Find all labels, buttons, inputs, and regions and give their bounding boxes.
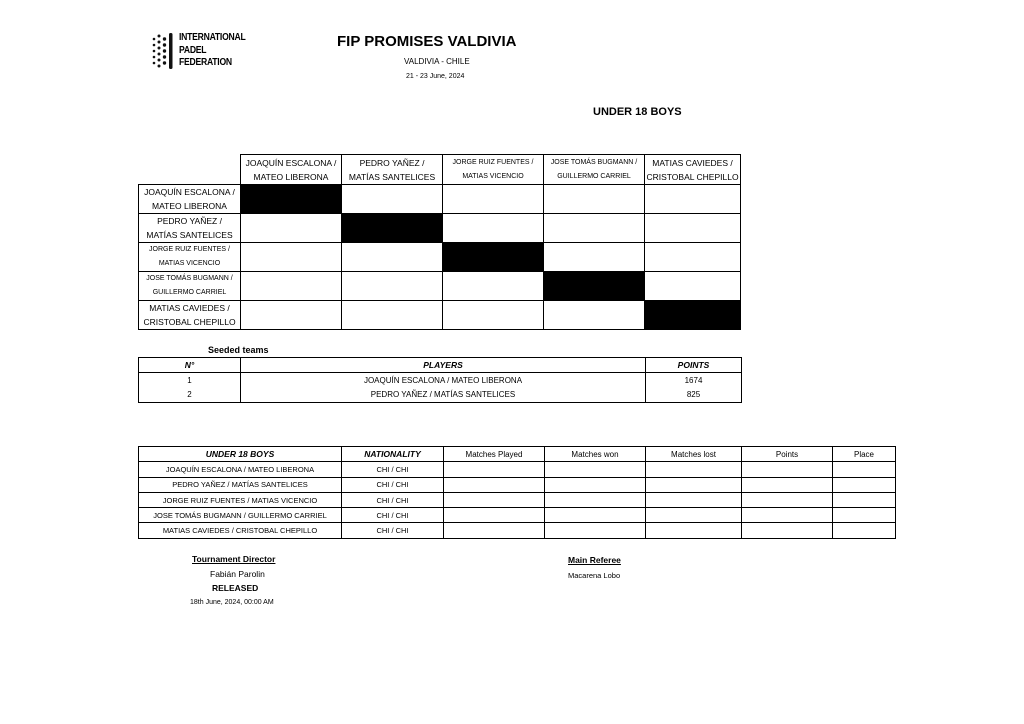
- nationality-header: NATIONALITY: [342, 447, 444, 462]
- team-name: JORGE RUIZ FUENTES / MATIAS VICENCIO: [139, 492, 342, 507]
- matches-won-header: Matches won: [545, 447, 646, 462]
- seed-points: 825: [646, 388, 742, 403]
- nationality: CHI / CHI: [342, 523, 444, 538]
- place-cell: [833, 508, 896, 523]
- matches-lost-header: Matches lost: [646, 447, 742, 462]
- logo-text: [179, 31, 245, 69]
- seeded-teams-label: Seeded teams: [208, 345, 269, 355]
- table-row: [139, 492, 896, 507]
- seed-number: 2: [139, 388, 241, 403]
- team-name: MATIAS CAVIEDES / CRISTOBAL CHEPILLO: [139, 523, 342, 538]
- matrix-corner: [139, 155, 241, 185]
- place-cell: [833, 477, 896, 492]
- table-row: [139, 508, 896, 523]
- matrix-cell-blocked: [544, 272, 645, 301]
- matrix-column-header: JOAQUÍN ESCALONA / MATEO LIBERONA: [241, 155, 342, 185]
- matrix-cell: [241, 301, 342, 330]
- matches-won-cell: [545, 523, 646, 538]
- matches-played-cell: [444, 523, 545, 538]
- points-cell: [742, 477, 833, 492]
- team-name: JOSE TOMÁS BUGMANN / GUILLERMO CARRIEL: [139, 508, 342, 523]
- logo-line: INTERNATIONAL: [179, 31, 246, 43]
- place-cell: [833, 462, 896, 477]
- place-header: Place: [833, 447, 896, 462]
- matrix-cell-blocked: [645, 301, 741, 330]
- matches-played-cell: [444, 492, 545, 507]
- released-date: 18th June, 2024, 00:00 AM: [190, 599, 274, 606]
- matches-won-cell: [545, 477, 646, 492]
- logo-line: PADEL: [179, 43, 207, 56]
- tournament-title: FIP PROMISES VALDIVIA: [337, 33, 517, 50]
- matrix-cell-blocked: [241, 185, 342, 214]
- points-cell: [742, 462, 833, 477]
- matrix-cell: [544, 185, 645, 214]
- matrix-cell: [443, 301, 544, 330]
- points-header: Points: [742, 447, 833, 462]
- matrix-row-header: JOAQUÍN ESCALONA / MATEO LIBERONA: [139, 185, 241, 214]
- matrix-row-header: PEDRO YAÑEZ / MATÍAS SANTELICES: [139, 214, 241, 243]
- matrix-cell: [544, 214, 645, 243]
- matrix-cell-blocked: [342, 214, 443, 243]
- seed-players: PEDRO YAÑEZ / MATÍAS SANTELICES: [241, 388, 646, 403]
- matrix-cell: [342, 272, 443, 301]
- padel-racket-dots-icon: [150, 30, 174, 72]
- matrix-row-header: JOSE TOMÁS BUGMANN / GUILLERMO CARRIEL: [139, 272, 241, 301]
- matrix-cell: [645, 243, 741, 272]
- matrix-cell: [342, 301, 443, 330]
- players-header: PLAYERS: [241, 358, 646, 373]
- matrix-cell: [645, 214, 741, 243]
- points-cell: [742, 508, 833, 523]
- points-header: POINTS: [646, 358, 742, 373]
- matches-won-cell: [545, 462, 646, 477]
- table-row: [139, 523, 896, 538]
- released-label: RELEASED: [212, 583, 259, 593]
- seed-points: 1674: [646, 373, 742, 388]
- matrix-row-header: JORGE RUIZ FUENTES / MATIAS VICENCIO: [139, 243, 241, 272]
- matches-won-cell: [545, 508, 646, 523]
- nationality: CHI / CHI: [342, 462, 444, 477]
- category-title: UNDER 18 BOYS: [593, 106, 682, 118]
- place-cell: [833, 523, 896, 538]
- tournament-director-label: Tournament Director: [192, 554, 276, 564]
- main-referee-name: Macarena Lobo: [568, 571, 621, 580]
- seeded-teams-table: [138, 357, 742, 403]
- table-row: [139, 477, 896, 492]
- matches-lost-cell: [646, 462, 742, 477]
- seed-players: JOAQUÍN ESCALONA / MATEO LIBERONA: [241, 373, 646, 388]
- nationality: CHI / CHI: [342, 477, 444, 492]
- matrix-cell: [443, 272, 544, 301]
- seed-number: 1: [139, 373, 241, 388]
- team-name: PEDRO YAÑEZ / MATÍAS SANTELICES: [139, 477, 342, 492]
- points-cell: [742, 523, 833, 538]
- place-cell: [833, 492, 896, 507]
- matrix-cell-blocked: [443, 243, 544, 272]
- fip-logo: [150, 30, 250, 72]
- points-cell: [742, 492, 833, 507]
- matches-lost-cell: [646, 523, 742, 538]
- round-robin-matrix: [138, 154, 741, 330]
- matrix-column-header: JORGE RUIZ FUENTES / MATIAS VICENCIO: [443, 155, 544, 185]
- standings-table: [138, 446, 896, 539]
- matches-lost-cell: [646, 492, 742, 507]
- matches-played-cell: [444, 477, 545, 492]
- matrix-cell: [241, 272, 342, 301]
- matches-lost-cell: [646, 477, 742, 492]
- team-name: JOAQUÍN ESCALONA / MATEO LIBERONA: [139, 462, 342, 477]
- matrix-cell: [241, 214, 342, 243]
- matrix-cell: [544, 301, 645, 330]
- matches-played-header: Matches Played: [444, 447, 545, 462]
- nationality: CHI / CHI: [342, 508, 444, 523]
- main-referee-label: Main Referee: [568, 555, 621, 565]
- matrix-cell: [544, 243, 645, 272]
- category-header: UNDER 18 BOYS: [139, 447, 342, 462]
- seed-number-header: N°: [139, 358, 241, 373]
- logo-line: FEDERATION: [179, 56, 232, 68]
- table-row: [139, 462, 896, 477]
- matrix-cell: [342, 243, 443, 272]
- matrix-cell: [645, 185, 741, 214]
- seed-row: [139, 388, 742, 403]
- matrix-cell: [443, 214, 544, 243]
- matches-played-cell: [444, 462, 545, 477]
- nationality: CHI / CHI: [342, 492, 444, 507]
- matrix-cell: [443, 185, 544, 214]
- tournament-location: VALDIVIA - CHILE: [404, 57, 470, 66]
- matrix-cell: [342, 185, 443, 214]
- matches-played-cell: [444, 508, 545, 523]
- matrix-column-header: PEDRO YAÑEZ / MATÍAS SANTELICES: [342, 155, 443, 185]
- tournament-dates: 21 - 23 June, 2024: [406, 73, 465, 80]
- matrix-cell: [241, 243, 342, 272]
- matrix-column-header: MATIAS CAVIEDES / CRISTOBAL CHEPILLO: [645, 155, 741, 185]
- seed-row: [139, 373, 742, 388]
- matches-lost-cell: [646, 508, 742, 523]
- matches-won-cell: [545, 492, 646, 507]
- tournament-director-name: Fabián Parolin: [210, 569, 265, 579]
- matrix-row-header: MATIAS CAVIEDES / CRISTOBAL CHEPILLO: [139, 301, 241, 330]
- matrix-column-header: JOSE TOMÁS BUGMANN / GUILLERMO CARRIEL: [544, 155, 645, 185]
- matrix-cell: [645, 272, 741, 301]
